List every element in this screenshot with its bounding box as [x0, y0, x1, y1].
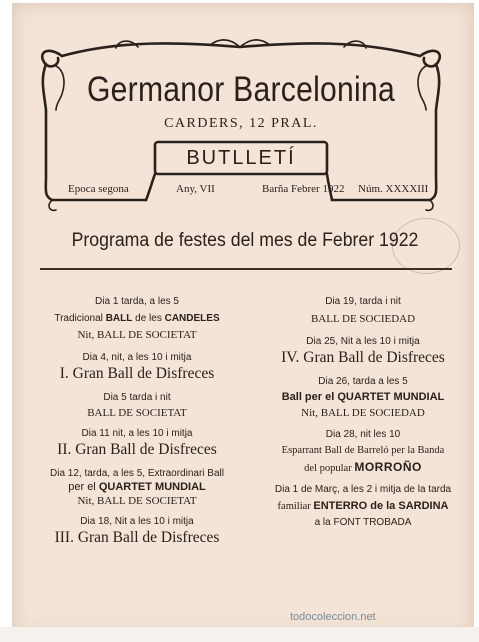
event-date: Dia 28, nit les 10 [325, 429, 401, 440]
event-item [32, 428, 242, 459]
event-title: per el QUARTET MUNDIAL [68, 481, 206, 493]
event-date: Dia 19, tarda i nit [325, 296, 401, 307]
event-date: Dia 26, tarda a les 5 [318, 376, 408, 387]
event-band: del popular MORROÑO [304, 460, 422, 474]
event-title: BALL DE SOCIEDAD [310, 313, 416, 325]
year-label: Any, VII [176, 183, 215, 195]
heading-divider [40, 268, 452, 270]
event-title: II. Gran Ball de Disfreces [57, 441, 217, 458]
address: CARDERS, 12 PRAL. [164, 116, 318, 131]
event-item [258, 376, 468, 419]
event-evening: Nit, BALL DE SOCIEDAD [301, 407, 425, 419]
event-item [258, 336, 468, 367]
event-evening: Nit, BALL DE SOCIETAT [77, 495, 197, 507]
society-title: Germanor Barcelonina [87, 70, 395, 109]
event-date: Dia 25, Nit a les 10 i mitja [306, 336, 420, 347]
event-item [258, 429, 468, 474]
right-column [258, 296, 468, 528]
event-title: I. Gran Ball de Disfreces [59, 365, 215, 382]
event-title: BALL DE SOCIETAT [87, 407, 187, 419]
event-title: Ball per el QUARTET MUNDIAL [281, 391, 445, 403]
event-location: a la FONT TROBADA [314, 517, 412, 528]
event-date: Dia 11 nit, a les 10 i mitja [81, 428, 193, 439]
event-description: Esparrant Ball de Barreló per la Banda [281, 445, 445, 456]
event-date: Dia 12, tarda, a les 5, Extraordinari Ball [50, 468, 224, 479]
number-label: Núm. XXXXIII [358, 183, 429, 195]
event-date: Dia 1 tarda, a les 5 [95, 296, 179, 307]
left-column [32, 296, 242, 547]
event-title: Tradicional BALL de les CANDELES [54, 313, 220, 324]
event-evening: Nit, BALL DE SOCIETAT [77, 329, 197, 341]
epoch-label: Epoca segona [68, 183, 129, 195]
event-item [32, 352, 242, 383]
bulletin-label: BUTLLETÍ [186, 147, 296, 169]
event-item [258, 296, 468, 325]
event-item [32, 392, 242, 419]
event-item [32, 516, 242, 547]
event-item [258, 484, 468, 528]
watermark: todocoleccion.net [290, 611, 376, 623]
program-heading: Programa de festes del mes de Febrer 1922 [71, 230, 419, 251]
event-date: Dia 5 tarda i nit [103, 392, 171, 403]
event-title: familiar ENTERRO de la SARDINA [277, 500, 449, 512]
event-date: Dia 18, Nit a les 10 i mitja [80, 516, 194, 527]
event-title: III. Gran Ball de Disfreces [54, 529, 220, 546]
event-item [32, 468, 242, 507]
event-date: Dia 4, nit, a les 10 i mitja [82, 352, 192, 363]
event-title: IV. Gran Ball de Disfreces [281, 349, 445, 366]
event-item [32, 296, 242, 341]
date-label: Barña Febrer 1922 [262, 183, 345, 195]
event-date: Dia 1 de Març, a les 2 i mitja de la tarda [274, 484, 452, 495]
